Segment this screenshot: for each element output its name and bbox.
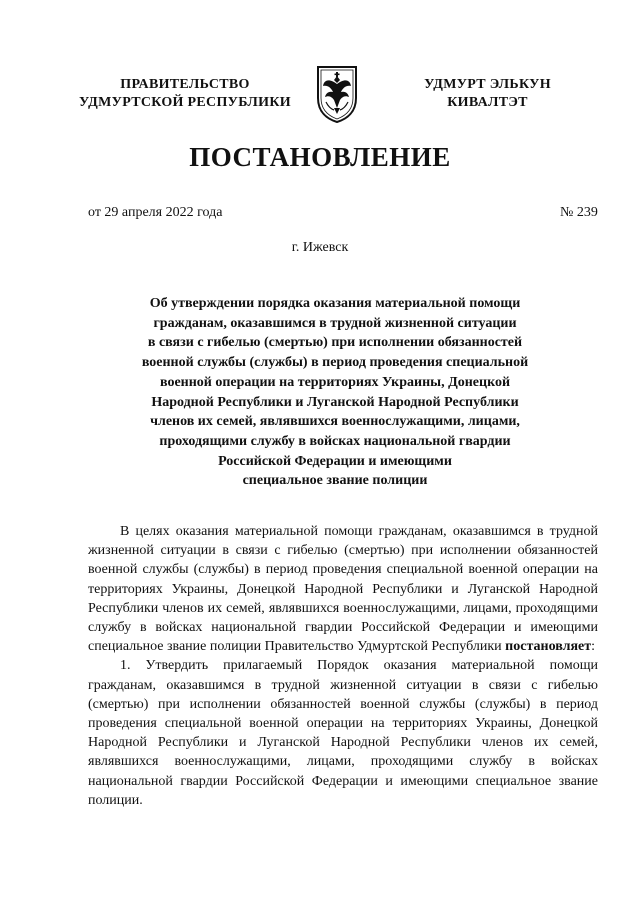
document-body: [88, 522, 598, 810]
subject-line: членов их семей, являвшихся военнослужащими, лицами,: [150, 414, 520, 430]
subject-line: Об утверждении порядка оказания материальной помощи: [149, 296, 521, 311]
issuer-line: УДМУРТСКОЙ РЕСПУБЛИКИ: [79, 95, 291, 110]
issuer-name-udmurt: [400, 76, 575, 112]
subject-line: военной операции на территориях Украины, Донецкой: [159, 374, 511, 390]
body-paragraph-item-1: 1. Утвердить прилагаемый Порядок оказания материальной помощи гражданам, оказавшимся в трудной жизненной ситуации в связи с гибелью (смертью) при исполнении обязанностей военной службы (службы) в период проведения специальной военной операции на территориях Украины, Донецкой Народной Республики и Луганской Народной Республики членов их семей, являвшихся военнослужащими, лицами, проходящими службу в войсках национальной гвардии Российской Федерации и имеющими специальное звание полиции.: [88, 658, 598, 808]
operative-word: постановляет: [505, 639, 592, 655]
subject-line: военной службы (службы) в период проведения специальной: [141, 355, 529, 371]
subject-line: Народной Республики и Луганской Народной Республики: [151, 394, 519, 410]
document-city: г. Ижевск: [291, 240, 349, 255]
preamble-text: В целях оказания материальной помощи гражданам, оказавшимся в трудной жизненной ситуации в связи с гибелью (смертью) при исполнении обязанностей военной службы (службы) в период проведения специальной военной операции на территориях Украины, Донецкой Народной Республики и Луганской Народной Республики членов их семей, являвшихся военнослужащими, лицами, проходящими службу в войсках национальной гвардии Российской Федерации и имеющими специальное звание полиции Правительство Удмуртской Республики: [88, 524, 598, 655]
document-title: ПОСТАНОВЛЕНИЕ: [189, 142, 451, 172]
subject-line: Российской Федерации и имеющими: [218, 453, 452, 469]
issuer-line: КИВАЛТЭТ: [447, 95, 528, 110]
body-paragraph-preamble: [88, 522, 598, 656]
subject-line: специальное звание полиции: [242, 473, 428, 489]
issuer-line: УДМУРТ ЭЛЬКУН: [424, 77, 551, 92]
coat-of-arms-icon: [314, 64, 360, 124]
subject-line: проходящими службу в войсках национальной гвардии: [159, 433, 511, 449]
document-date: от 29 апреля 2022 года: [88, 205, 223, 220]
document-subject: [125, 294, 545, 491]
subject-line: в связи с гибелью (смертью) при исполнении обязанностей: [147, 335, 523, 351]
preamble-colon: :: [591, 639, 596, 655]
issuer-line: ПРАВИТЕЛЬСТВО: [120, 77, 250, 92]
subject-line: гражданам, оказавшимся в трудной жизненной ситуации: [153, 315, 517, 331]
issuer-name-russian: [70, 76, 300, 112]
document-number: № 239: [560, 205, 598, 220]
